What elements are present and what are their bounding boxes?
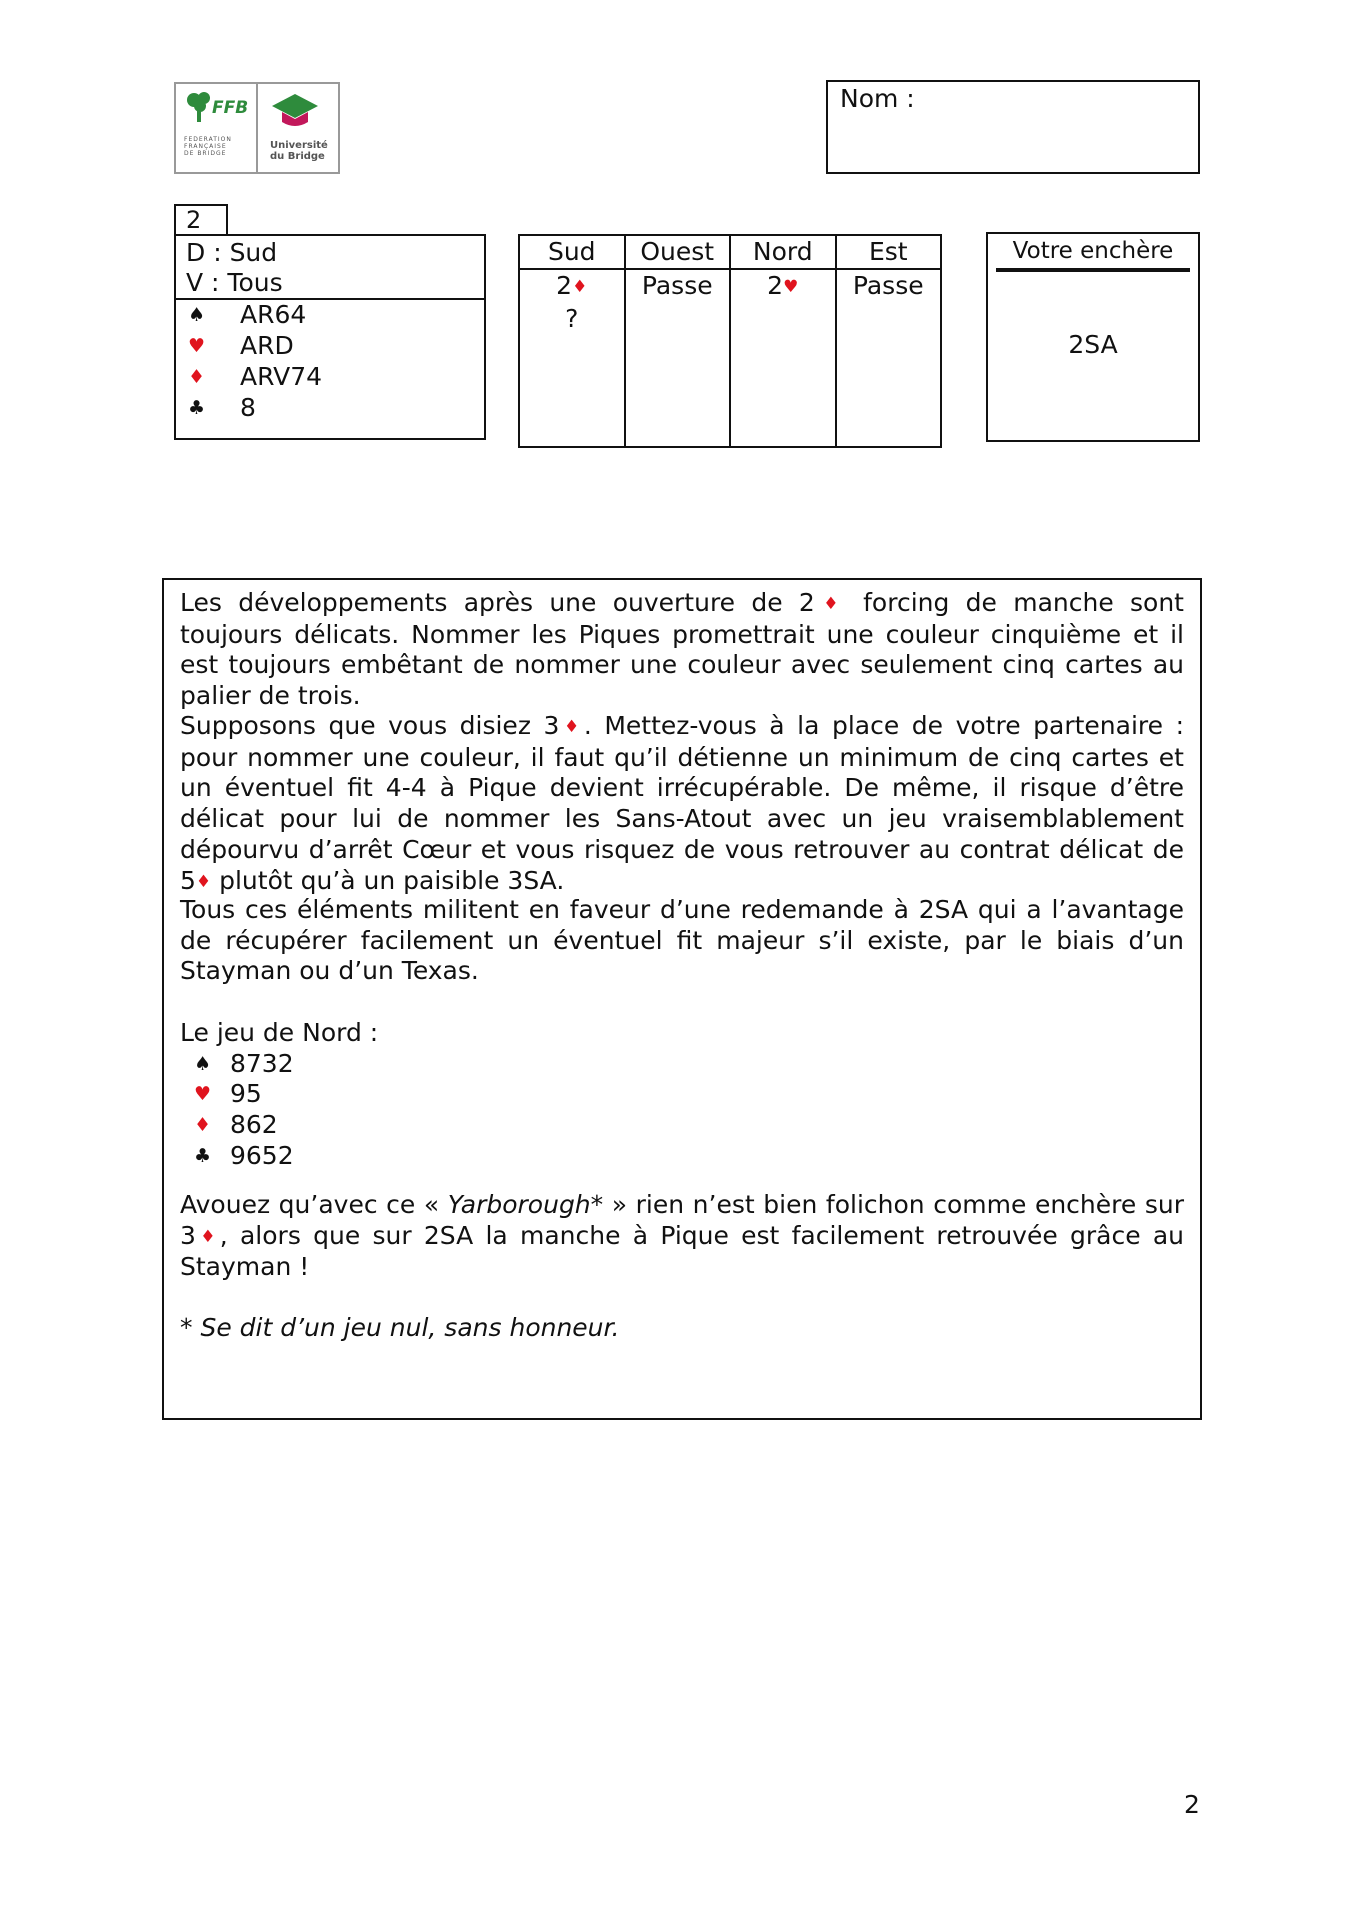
spades-holding: AR64 xyxy=(240,300,307,329)
vulnerability: V : Tous xyxy=(186,268,283,297)
hearts-holding: ARD xyxy=(240,331,294,360)
bid-column-ouest xyxy=(624,236,730,446)
north-hand-label: Le jeu de Nord : xyxy=(180,1018,379,1047)
diamonds-holding: ARV74 xyxy=(240,362,323,391)
diamonds-holding: 862 xyxy=(230,1110,278,1139)
bid-column-est xyxy=(835,236,941,446)
text-run: , alors que sur 2SA la manche à Pique est facilement retrouvée grâce au Stayman ! xyxy=(180,1220,1184,1282)
dealer: D : Sud xyxy=(186,238,278,267)
universite-logo xyxy=(256,84,338,172)
bid-column-sud xyxy=(520,236,624,446)
diamond-icon: ♦ xyxy=(572,277,588,297)
universite-logo-text: Université du Bridge xyxy=(270,140,328,162)
text-run: plutôt qu’à un paisible 3SA. xyxy=(211,865,565,895)
ffb-logo-text: FFB xyxy=(212,98,249,118)
ffb-logo-subtext: FEDERATION FRANÇAISE DE BRIDGE xyxy=(184,136,232,157)
graduation-cap-icon xyxy=(270,92,320,132)
text-run: Supposons que vous disiez 3 xyxy=(180,711,560,740)
your-bid-answer: 2SA xyxy=(1068,330,1118,359)
clubs-holding: 9652 xyxy=(230,1141,294,1170)
ffb-logo xyxy=(174,82,340,174)
club-icon: ♣ xyxy=(194,1145,212,1167)
ffb-logo-left xyxy=(176,84,256,172)
paragraph-1 xyxy=(180,588,1184,712)
diamond-icon: ♦ xyxy=(814,594,847,614)
tree-icon xyxy=(184,90,214,124)
diamond-icon: ♦ xyxy=(559,717,584,737)
divider xyxy=(996,268,1190,272)
your-bid-title: Votre enchère xyxy=(1012,238,1174,264)
paragraph-3: Tous ces éléments militent en faveur d’une redemande à 2SA qui a l’avantage de récupérer facilement un éventuel fit majeur s’il existe, par le biais d’un Stayman ou d’un Texas. xyxy=(180,895,1184,986)
bid-header-sud: Sud xyxy=(520,236,624,270)
hearts-holding: 95 xyxy=(230,1079,262,1108)
bid-header-est: Est xyxy=(837,236,941,270)
heart-icon: ♥ xyxy=(188,335,206,357)
explanation-box xyxy=(162,578,1202,1420)
bid-cell: Passe xyxy=(852,271,924,300)
bid-header-nord: Nord xyxy=(731,236,835,270)
bid-header-ouest: Ouest xyxy=(626,236,730,270)
spades-holding: 8732 xyxy=(230,1049,294,1078)
diamond-icon: ♦ xyxy=(195,871,212,892)
diamond-icon: ♦ xyxy=(194,1114,212,1136)
club-icon: ♣ xyxy=(188,397,206,419)
diamond-icon: ♦ xyxy=(188,366,206,388)
footnote: * Se dit d’un jeu nul, sans honneur. xyxy=(180,1313,620,1342)
your-bid-box xyxy=(986,232,1200,442)
bid-cell xyxy=(731,270,835,303)
deal-box xyxy=(174,234,486,440)
text-run: forcing de manche sont toujours délicats. Nommer les Piques promettrait une couleur cinquième et il est toujours embêtant de nommer une couleur avec seulement cinq cartes au palier de trois. xyxy=(180,588,1184,711)
heart-icon: ♥ xyxy=(194,1083,212,1105)
divider xyxy=(176,298,484,300)
text-run: Les développements après une ouverture de 2 xyxy=(180,588,815,617)
bid-column-nord xyxy=(729,236,835,446)
spade-icon: ♠ xyxy=(188,304,206,326)
text-run: . Mettez-vous à la place de votre partenaire : pour nommer une couleur, il faut qu’il détienne un minimum de cinq cartes et un éventuel fit 4-4 à Pique devient irrécupérable. De même, il risque d’être délicat pour lui de nommer les Sans-Atout avec un jeu vraisemblablement dépourvu d’arrêt Cœur et vous risquez de vous retrouver au contrat délicat de 5 xyxy=(180,711,1184,895)
diamond-icon: ♦ xyxy=(195,1226,220,1247)
bid-level: 2 xyxy=(556,271,573,300)
spade-icon: ♠ xyxy=(194,1053,212,1075)
text-run: » rien n’est bien folichon comme enchère sur 3 xyxy=(180,1190,1184,1250)
text-run: Avouez qu’avec ce « xyxy=(180,1190,448,1219)
bid-cell: Passe xyxy=(641,271,713,300)
name-field-box[interactable] xyxy=(826,80,1200,174)
paragraph-2 xyxy=(180,711,1184,897)
deal-number: 2 xyxy=(174,204,228,236)
paragraph-4 xyxy=(180,1190,1184,1283)
bid-cell xyxy=(520,270,624,303)
name-label: Nom : xyxy=(840,84,915,113)
bid-level: 2 xyxy=(767,271,784,300)
text-run-italic: Yarborough* xyxy=(447,1190,604,1219)
page-number: 2 xyxy=(1184,1790,1200,1819)
heart-icon: ♥ xyxy=(783,277,799,297)
clubs-holding: 8 xyxy=(240,393,256,422)
bidding-table xyxy=(518,234,942,448)
bid-cell: ? xyxy=(565,304,579,333)
